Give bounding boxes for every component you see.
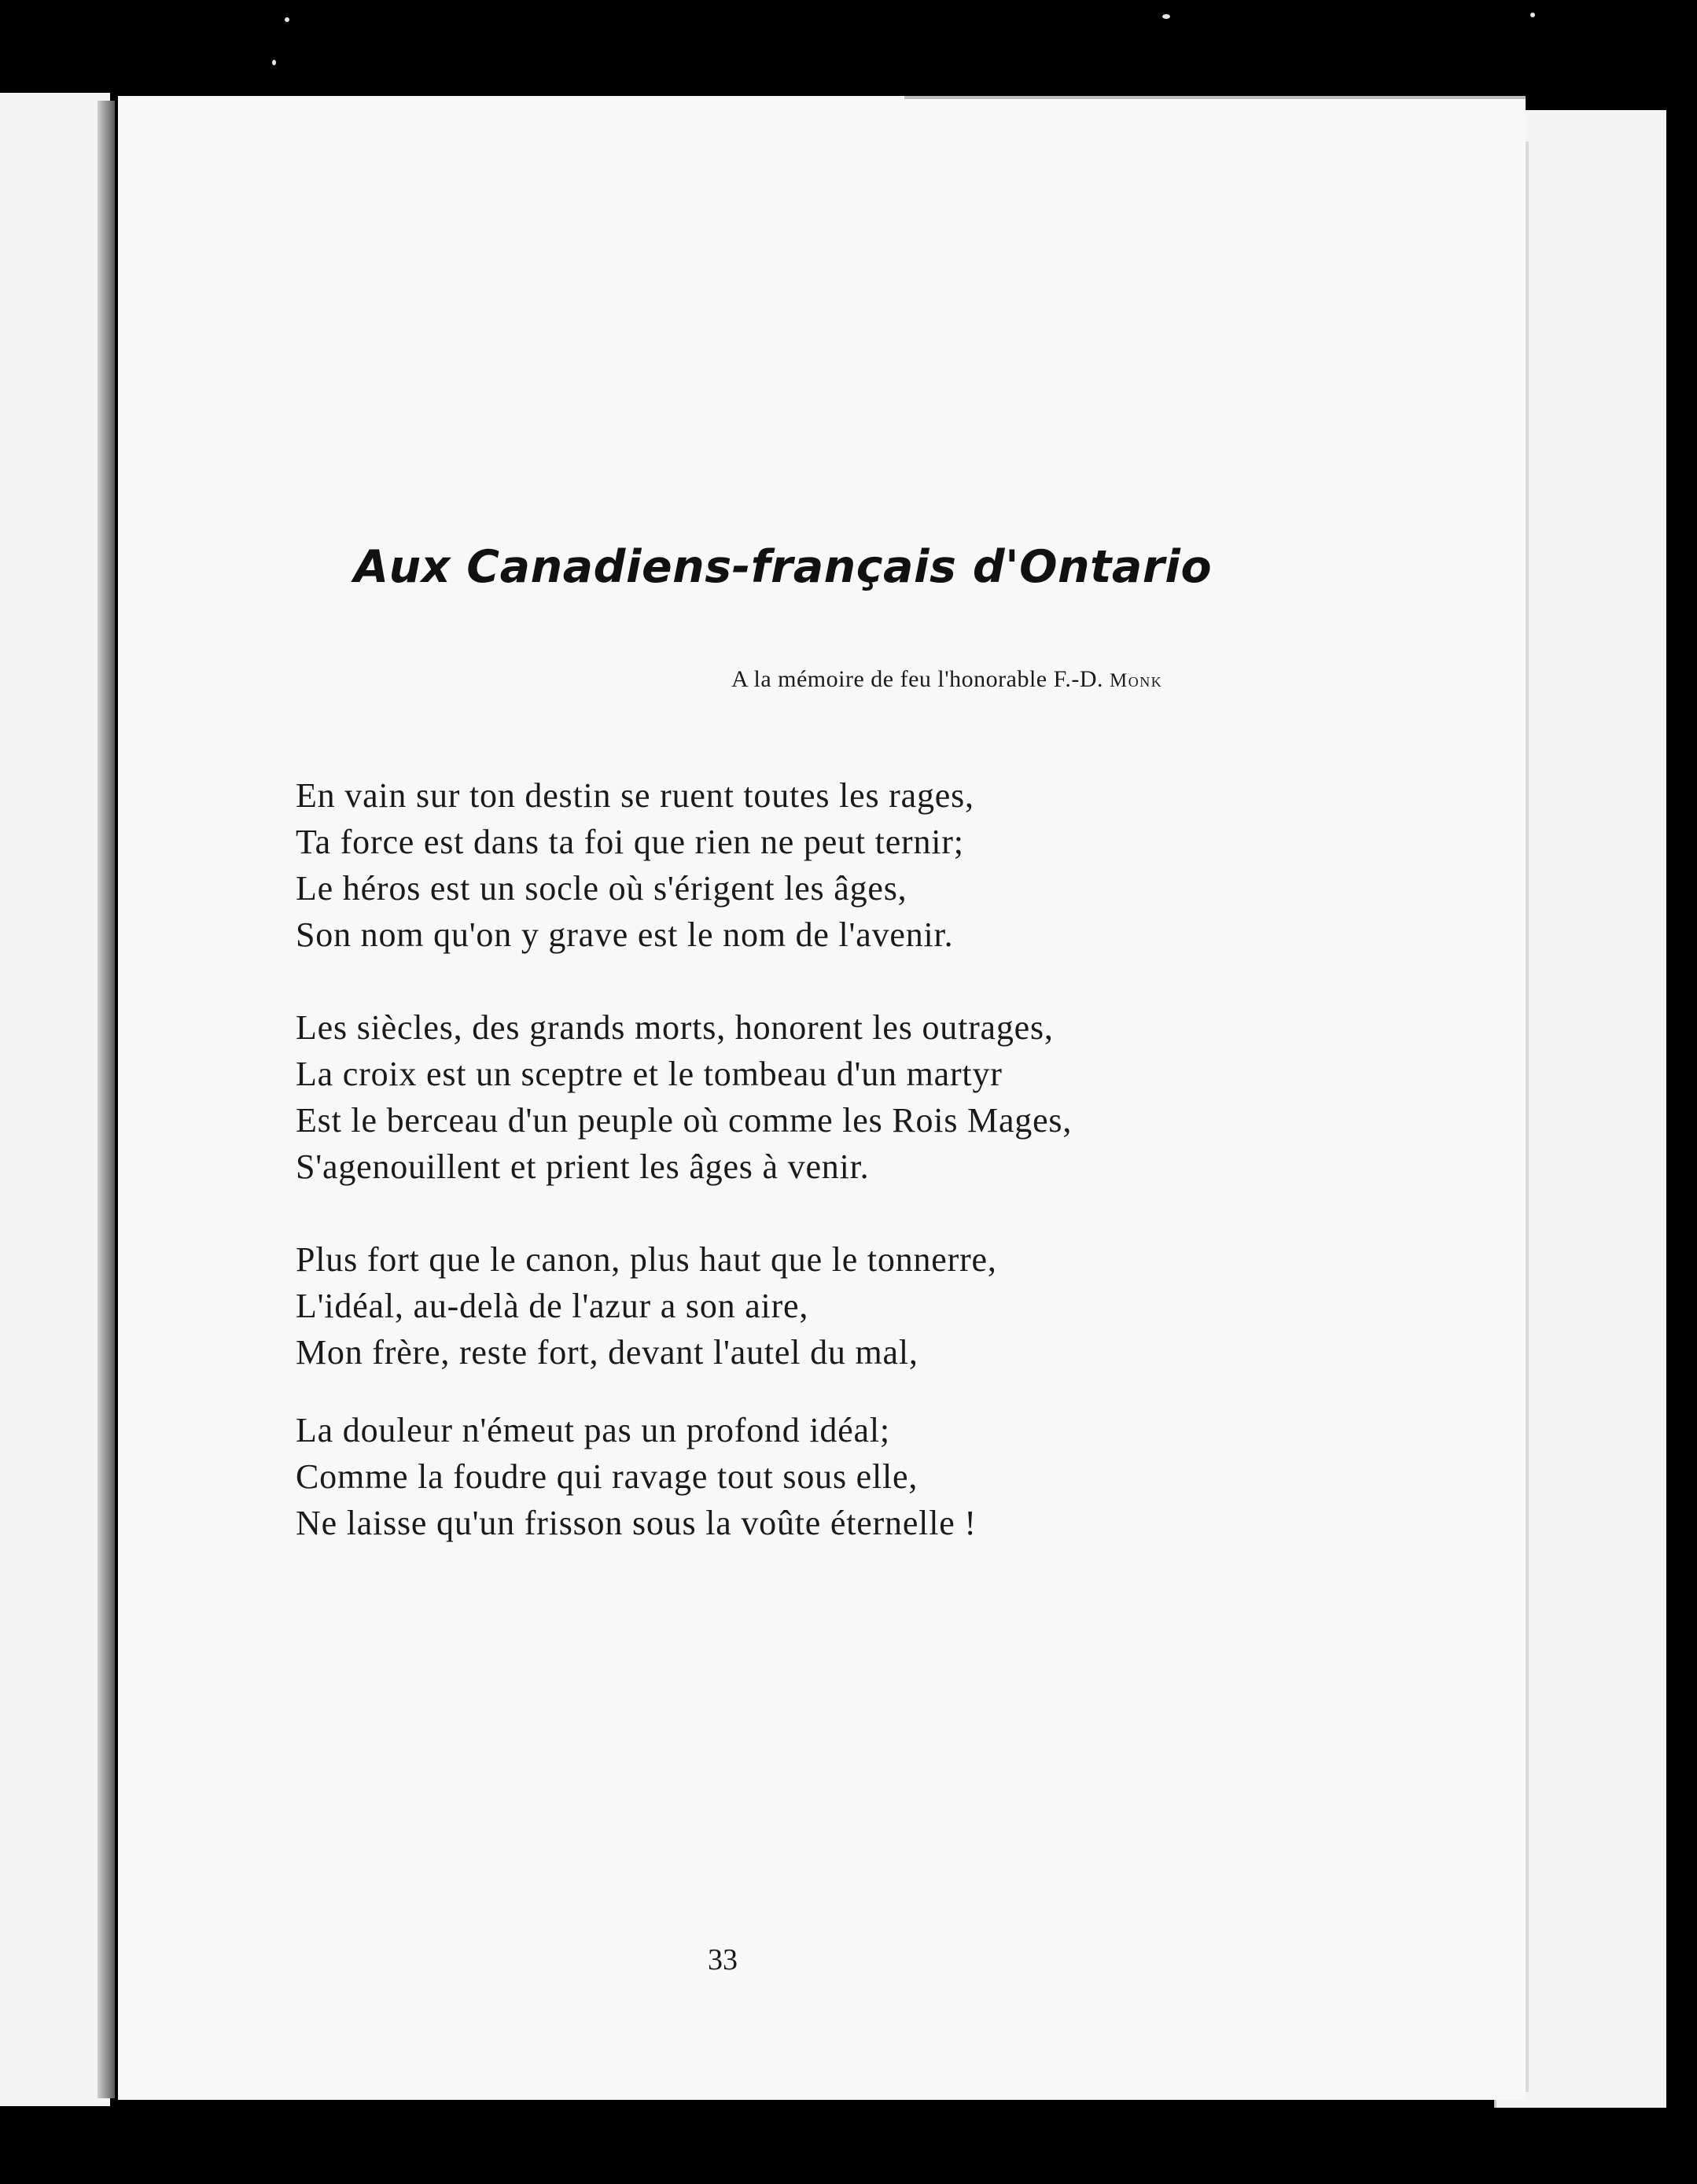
page-top-edge — [904, 96, 1526, 99]
stanza — [296, 1236, 1397, 1376]
verse-line: Mon frère, reste fort, devant l'autel du mal, — [296, 1333, 918, 1372]
verse-line: Le héros est un socle où s'érigent les âges, — [296, 869, 907, 908]
verse-line: Ne laisse qu'un frisson sous la voûte éternelle ! — [296, 1504, 977, 1542]
verse-line: La croix est un sceptre et le tombeau d'un martyr — [296, 1055, 1003, 1093]
dedication-name: Monk — [1110, 670, 1163, 691]
poem-title: Aux Canadiens-français d'Ontario — [354, 541, 1213, 593]
dedication — [731, 666, 1162, 693]
verse-line: Plus fort que le canon, plus haut que le tonnerre, — [296, 1240, 997, 1279]
scan-speck — [285, 17, 289, 22]
scan-speck — [1530, 13, 1535, 17]
facing-page — [0, 93, 110, 2106]
dedication-text: A la mémoire de feu l'honorable F.-D. — [731, 666, 1110, 692]
book-page — [118, 96, 1526, 2100]
poem-body — [296, 772, 1397, 1593]
verse-line: Ta force est dans ta foi que rien ne peut ternir; — [296, 823, 964, 861]
scan-speck — [272, 60, 276, 65]
verse-line: Son nom qu'on y grave est le nom de l'avenir. — [296, 915, 954, 954]
page-edge-line — [1526, 142, 1529, 2092]
scan-speck — [1162, 14, 1170, 19]
verse-line: La douleur n'émeut pas un profond idéal; — [296, 1411, 890, 1449]
verse-line: S'agenouillent et prient les âges à venir. — [296, 1147, 870, 1186]
verse-line: Comme la foudre qui ravage tout sous elle, — [296, 1457, 918, 1496]
page-number: 33 — [708, 1943, 738, 1976]
stanza — [296, 1004, 1397, 1190]
verse-line: L'idéal, au-delà de l'azur a son aire, — [296, 1287, 809, 1325]
stanza — [296, 772, 1397, 958]
verse-line: Les siècles, des grands morts, honorent les outrages, — [296, 1008, 1054, 1047]
book-spine-shadow — [98, 101, 115, 2098]
stanza — [296, 1407, 1397, 1546]
verse-line: Est le berceau d'un peuple où comme les Rois Mages, — [296, 1101, 1073, 1140]
verse-line: En vain sur ton destin se ruent toutes les rages, — [296, 776, 974, 815]
